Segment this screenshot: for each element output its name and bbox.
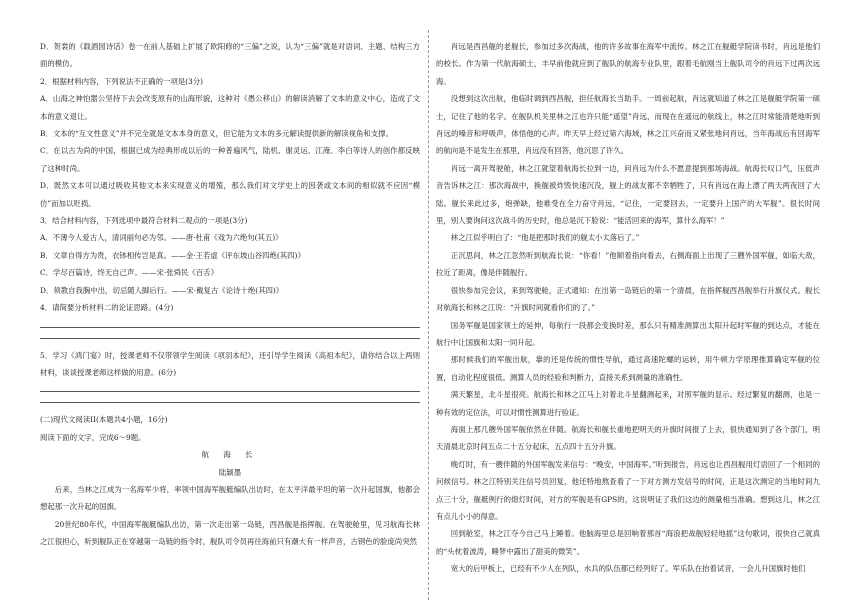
story-paragraph: 正沉思间，林之江忽然听到航海长说：“你看！”他顺着指向看去，右侧海面上出现了三艘外国军舰，如临大敌，拉近了距离，像是伴随舰行。 [436,250,820,278]
story-paragraph: 国务军舰是国家领土的延伸，每航行一段都会变换时差，那么只有精准测算出太阳升起时军舰的到达点，才能在航行中让国旗和太阳一同升起。 [436,320,820,347]
column-divider [428,30,429,600]
story-paragraph: 宽大的后甲板上，已经有不少人在列队，水兵的队伍都已经列好了。军乐队在抬着试音，一会儿升国旗时他们 [450,564,806,574]
story-paragraph: 20世纪80年代，中国海军舰艇编队出访，第一次走出第一岛链，西昌舰是指挥舰。在驾驶舱里，见习航海长林之江很担心，听到舰队正在穿越第一岛链的指令时，舰队司令员再往海前只有潮大有一样声音，古钢色的脸庞尚突然 [40,519,420,547]
q3-option-b: B．文章自得方为贵，衣钵相传岂是真。——金·王若虚《评东坡山谷四绝(其四)》 [40,250,305,260]
story-paragraph: 没想到这次出航，他临时调到西昌舰，担任航海长当助手。一周前起航，肖远就知道了林之江是舰艇学院第一硕士，记住了他的名字。在舰队机关里林之江也许只能“遥望”肖远，而现在在遥远的航线上，林之江时常能清楚地听到肖远的嗓音和呼吸声，体悟他的心声。昨天早上经过第六海域，林之江兴奋而又紧张地问肖远，当年海战后有回海军的航向是不是发生在那里，肖远没有回答，他沉思了许久。 [436,94,820,156]
story-paragraph: 很快参加完会议，来到驾驶舱，正式通知：在出第一岛链后的第一个清晨，在指挥舰西昌舰举行升旗仪式。舰长对航海长和林之江说：“升旗时间就看你们的了。” [436,285,820,313]
q2-option-d: D．既然文本可以通过吸收其他文本来实现意义的增殖，那么我们对文学史上的因袭或文本间的相似就不应因“模仿”而加以贬损。 [40,181,420,208]
story-paragraph: 海面上那几艘外国军舰依然在伴随。航海长和舰长重地把明天的升旗时间报了上去，很快通知到了各个部门，明天清晨北京时间五点二十五分起床，五点四十五分升旗。 [436,424,820,452]
q2-option-b: B．文本的“互文性意义”并不完全就是文本本身的意义，但它能为文本的多元解读提供新的解读视角和支撑。 [40,129,393,139]
question-4: 4．请简要分析材料二的论证思路。(4分) [40,303,174,313]
story-paragraph: 满天繁星，北斗星很亮。航海长和林之江马上对着北斗星翻测起来，对照军舰的显示。经过繁复的翻测，也是一种有效的定位法，可以对惯性测算进行验证。 [436,390,820,417]
story-title: 航 海 长 [201,450,259,460]
left-column [40,38,420,551]
answer-line-3[interactable] [40,390,420,392]
story-paragraph: 那时候我们的军舰出航，靠的还是传统的惯性导航，通过高速陀螺的运转，用牛顿力学原理推算确定军舰的位置，自动化程度很低。测算人员的经验和判断力，直接关系到测量的准确性。 [436,355,820,382]
story-paragraph: 肖远一离开驾驶舱，林之江就望着航海长拉到一边，问肖远为什么不愿意提到那场海战。航海长叹口气，压低声音告诉林之江：那次海战中，换舰被炸毁快速沉没，舰上的战友都不幸牺牲了，只有肖远在海上漂了两天两夜回了大陆。舰长来此过多，炮弹缺，他难受在全力奋守肖远，“记住，一定要回去，一定要升上国产的大军舰”。很长时间里，别人要询问这次战斗的历史时，他总是沉下脸说：“能活回来的海军，算什么海军！” [436,163,820,226]
option-d-q1: D．贺裳的《载酒园诗话》卷一在前人基础上扩展了欧阳修的“三偏”之说，认为“三偏”就是对语词、主题、结构三方面的模仿。 [40,42,420,69]
q2-option-c: C．在以古为尚的中国，根据已成为经典形成以后的一种普遍风气，陆机、谢灵运、江淹、李白等诗人的创作都反映了这种时尚。 [40,146,420,173]
story-author: 陆颖墨 [218,467,242,477]
question-5: 5．学习《鸿门宴》时，授课老师不仅带领学生阅读《项羽本纪》，还引导学生阅读《高祖本纪》，请你结合以上两则材料，谈谈授课老师这样做的用意。(6分) [40,350,420,377]
story-paragraph: 回到舱室，林之江夺今自己马上睡着。他脑海里总是回响着那首“海浪把战舰轻轻地摇”这句歌词，很快自己就真的“头枕着波涛，睡梦中露出了甜美的微笑”。 [436,529,820,556]
story-paragraph: 后来，当林之江成为一名海军少将，率领中国海军舰艇编队出访时，在太平洋最平坦的第一次升起国旗，他都会想起那一次升起的国旗。 [40,484,420,512]
section-heading: (二)现代文阅读II(本题共4小题，16分) [40,415,168,425]
q3-option-d: D．须教自我胸中出，切忌随人脚后行。——宋·戴复古《论诗十绝(其四)》 [40,285,284,295]
question-2: 2．根据材料内容，下列说法不正确的一项是(3分) [40,76,203,86]
reading-instruction: 阅读下面的文字，完成6～9题。 [40,432,146,442]
q3-option-c: C．学尽百篇诗，终无自己声。——宋·张舜民《百舌》 [40,268,218,278]
story-paragraph: 肖远是西昌舰的老舰长，参加过多次海战，他的许多故事在海军中流传。林之江在舰艇学院读书时，肖远是他们的校长。作为第一代航海硕士，丰早前他就应到了舰队的航海专业队里，跟着毛航刚当上舰队司令的肖远下过两次远海。 [436,42,820,86]
q3-option-a: A．不薄今人爱古人，清词丽句必为邻。——唐·杜甫《戏为六绝句(其五)》 [40,233,283,243]
q2-option-a: A．山海之神怕嚣公坚持下去会改变原有的山海形貌，这种对《愚公移山》的解读消解了文本的意义中心，造成了文本的意义退让。 [40,94,420,121]
answer-line-2[interactable] [40,337,420,339]
question-3: 3．结合材料内容，下列选项中最符合材料二观点的一项是(3分) [40,216,248,226]
answer-line-4[interactable] [40,401,420,403]
answer-line-1[interactable] [40,326,420,328]
story-paragraph: 晚灯时，有一艘伴随的外国军舰发来信号：“晚安，中国海军。”听到报告，肖远也让西昌舰用灯语回了一个相同的问候信号。林之江特别关注信号员回复，他还特地熬查看了一下对方测方发信号的时间，正是这次测定的当地时间九点三十分，舰艇例行的熄灯时间，对方的军舰是有GPS的，这说明证了我们这边的测量相当准确。想到这儿，林之江有点儿小小的得意。 [436,459,820,521]
story-paragraph: 林之江似乎明白了：“他是把那时我们的舰太小太落后了。” [450,233,640,243]
right-column [436,38,820,578]
